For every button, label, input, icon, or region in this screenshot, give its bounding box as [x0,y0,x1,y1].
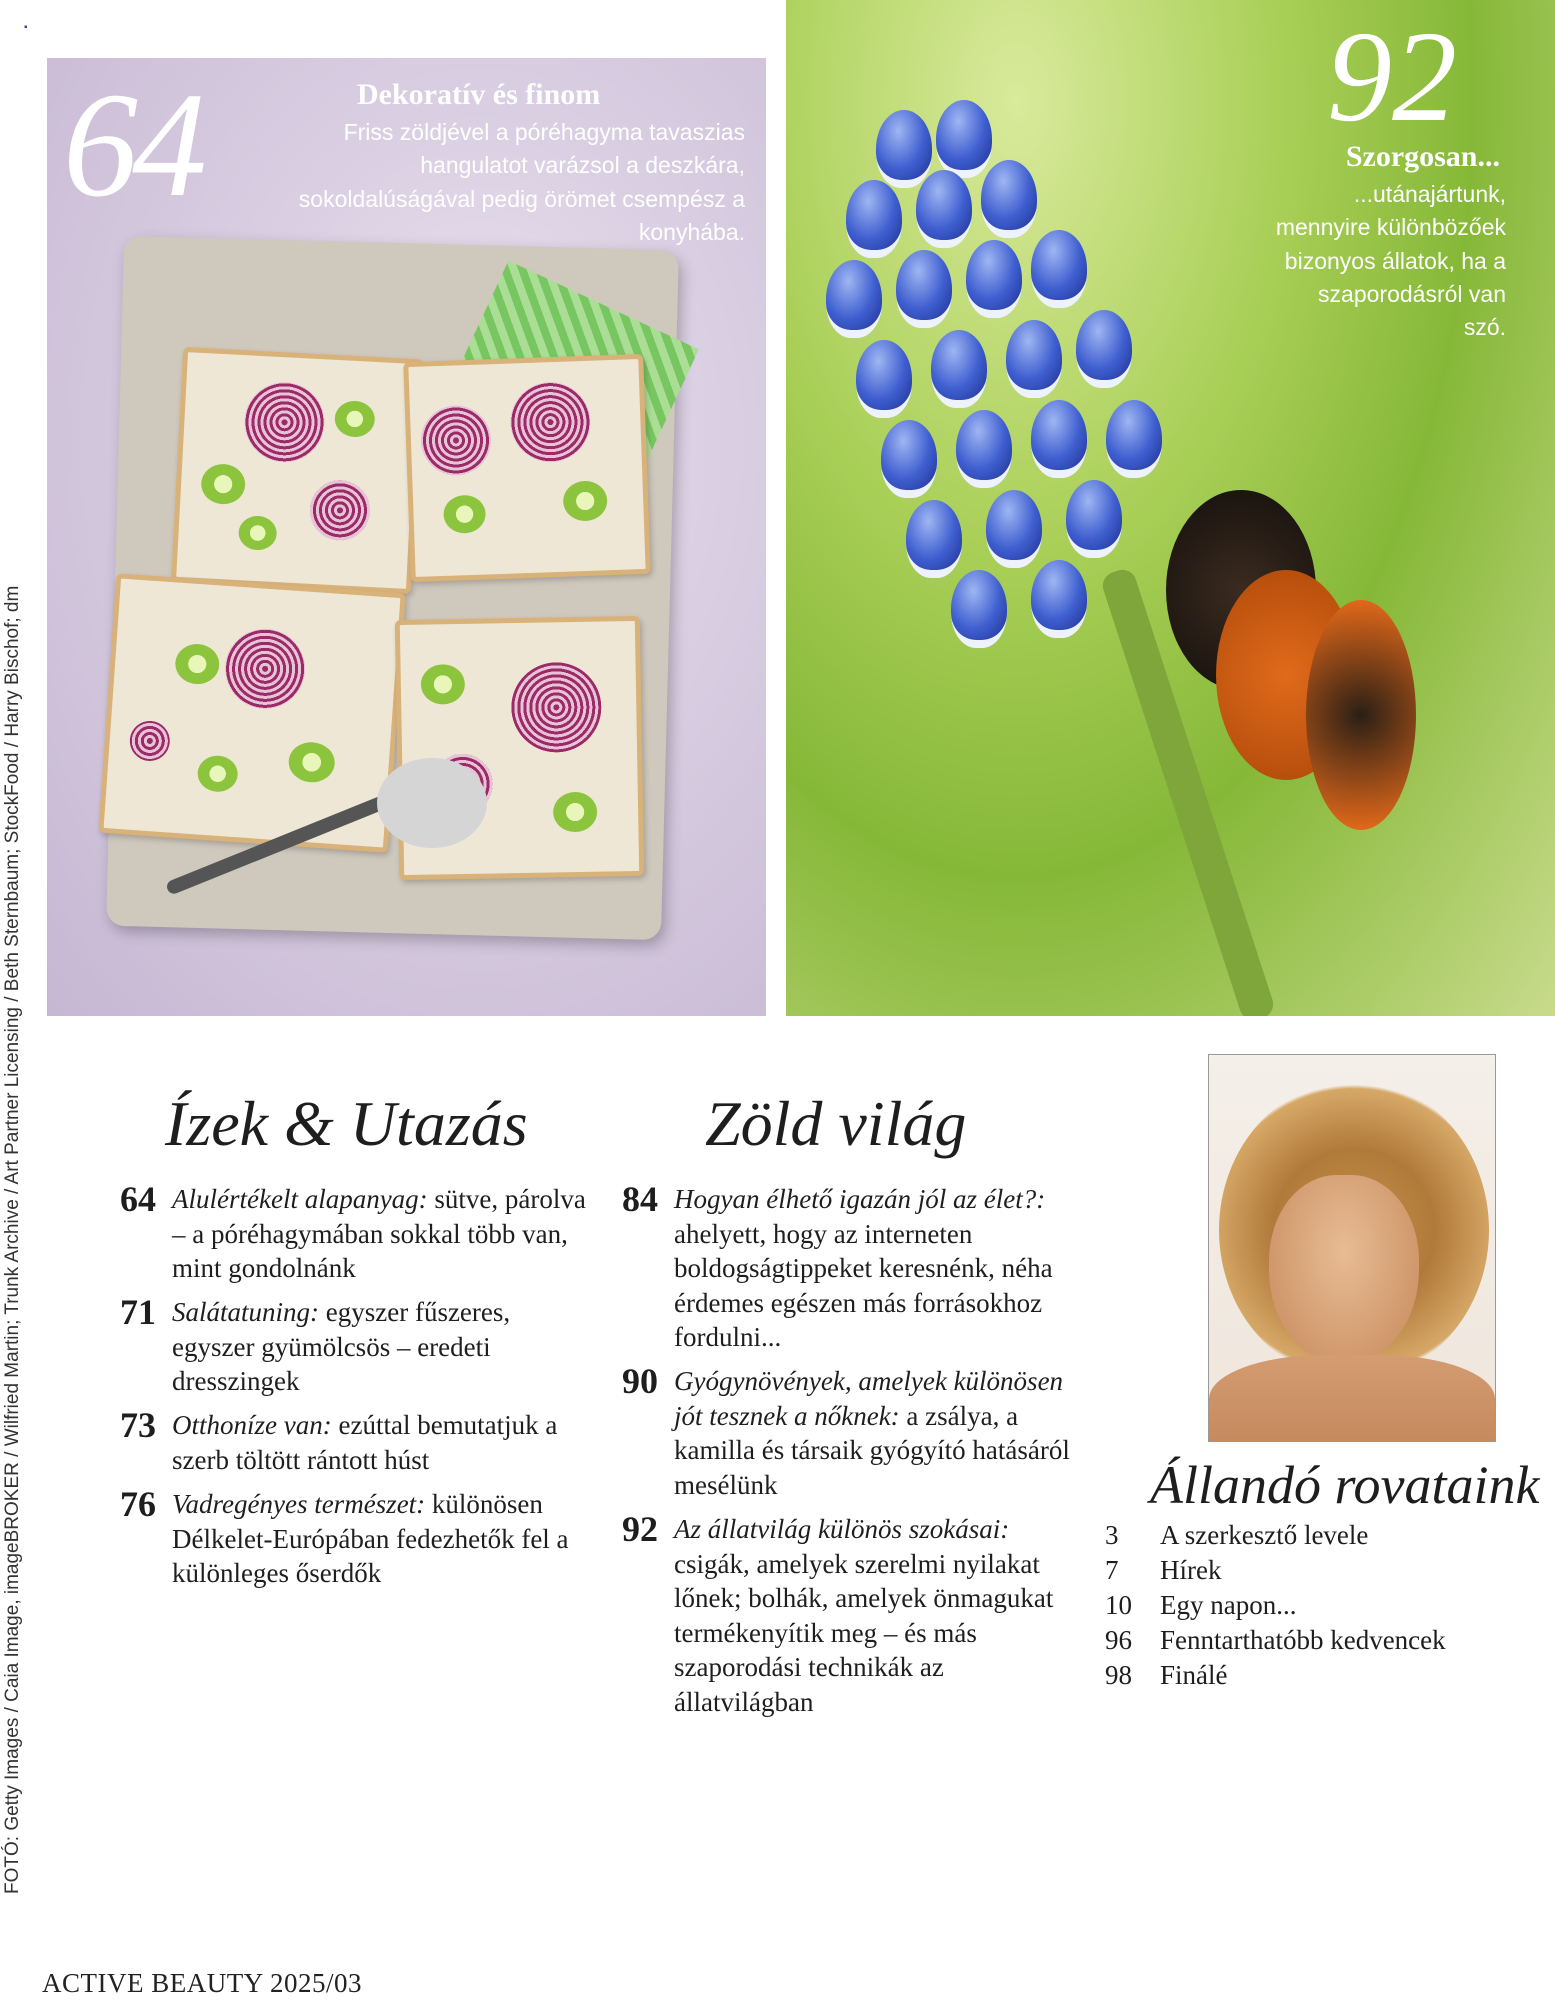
magazine-footer: ACTIVE BEAUTY 2025/03 [42,1968,362,1998]
regular-item [1105,1623,1446,1658]
toc-item [120,1484,602,1591]
toc-page-number: 73 [120,1405,156,1445]
toc-item [120,1292,592,1399]
regular-label: Egy napon... [1160,1590,1297,1620]
food-feature-title: Dekoratív és finom [357,78,601,111]
regular-item [1105,1588,1296,1623]
tart-slice [403,354,651,582]
toc-item-lead: Hogyan élhető igazán jól az élet?: [674,1184,1046,1214]
spatula-head [377,758,487,848]
bee-body [1306,600,1416,830]
section-heading-izek: Ízek & Utazás [165,1088,528,1159]
toc-page-number: 76 [120,1484,156,1524]
food-page-number: 64 [63,62,201,228]
food-feature-text: Friss zöldjével a póréhagyma tavaszias hangulatot varázsol a deszkára, sokoldalúságával pedig örömet csempész a konyhába. [298,119,745,246]
toc-item-lead: Vadregényes természet: [172,1489,426,1519]
regular-item [1105,1553,1221,1588]
toc-item [622,1179,1054,1355]
regular-page-number: 7 [1105,1555,1119,1585]
toc-item-text: a zsálya, a kamilla és társaik gyógyító hatásáról mesélünk [674,1400,1070,1500]
toc-item-text: egyszer fűszeres, egyszer gyümölcsös – eredeti dresszingek [172,1297,511,1396]
regular-label: Hírek [1160,1555,1222,1585]
regular-page-number: 96 [1105,1625,1132,1655]
toc-item-lead: Gyógynövények, amelyek különösen jót tesznek a nőknek: [674,1366,1064,1431]
toc-page-number: 92 [622,1509,658,1549]
bee-feature-title: Szorgosan... [1345,140,1500,173]
regular-label: Finálé [1160,1660,1228,1690]
photo-credit: FOTÓ: Getty Images / Caia Image, imageBROKER / Wilfried Martin; Trunk Archive / Art Partner Licensing / Beth Sternbaum; StockFood / Harry Bischof; dm [2,585,23,1894]
regular-label: Fenntarthatóbb kedvencek [1160,1625,1446,1655]
section-heading-allando: Állandó rovataink [1150,1455,1540,1515]
toc-item-lead: Az állatvilág különös szokásai: [674,1514,1010,1544]
regular-page-number: 3 [1105,1520,1119,1550]
toc-item-lead: Alulértékelt alapanyag: [172,1184,428,1214]
portrait-arm [1209,1355,1495,1442]
toc-page-number: 64 [120,1179,156,1219]
portrait-face [1269,1175,1419,1365]
toc-item-text: csigák, amelyek szerelmi nyilakat lőnek; bolhák, amelyek önmagukat termékenyítik meg – és más szaporodási technikák az állatvilágban [674,1548,1054,1717]
toc-item [120,1179,592,1286]
regular-page-number: 10 [1105,1590,1132,1620]
bee-page-number: 92 [1327,5,1457,149]
bee-feature-text: ...utánajártunk, mennyire különbözőek bizonyos állatok, ha a szaporodásról van szó. [1275,181,1506,341]
toc-item-text: ezúttal bemutatjuk a szerb töltött rántott húst [172,1410,558,1475]
toc-item [120,1405,602,1477]
regular-label: A szerkesztő levele [1160,1520,1369,1550]
toc-page-number: 71 [120,1292,156,1332]
corner-mark: ▪ [24,22,28,33]
toc-item-text: sütve, párolva – a póréhagymában sokkal több van, mint gondolnánk [172,1184,586,1283]
toc-page-number: 90 [622,1361,658,1401]
toc-item-lead: Salátatuning: [172,1297,319,1327]
toc-item-text: különösen Délkelet-Európában fedezhetők fel a különleges őserdők [172,1489,569,1588]
regular-item [1105,1518,1368,1553]
section-heading-zold: Zöld világ [705,1088,967,1159]
tart-slice [171,347,423,594]
toc-item [622,1361,1074,1502]
toc-page-number: 84 [622,1179,658,1219]
regular-page-number: 98 [1105,1660,1132,1690]
toc-item-lead: Otthoníze van: [172,1410,332,1440]
toc-item [622,1509,1084,1719]
regular-item [1105,1658,1228,1693]
portrait-photo [1208,1054,1496,1442]
toc-item-text: ahelyett, hogy az interneten boldogságtippeket keresnénk, néha érdemes egészen más forrásokhoz fordulni... [674,1218,1053,1352]
